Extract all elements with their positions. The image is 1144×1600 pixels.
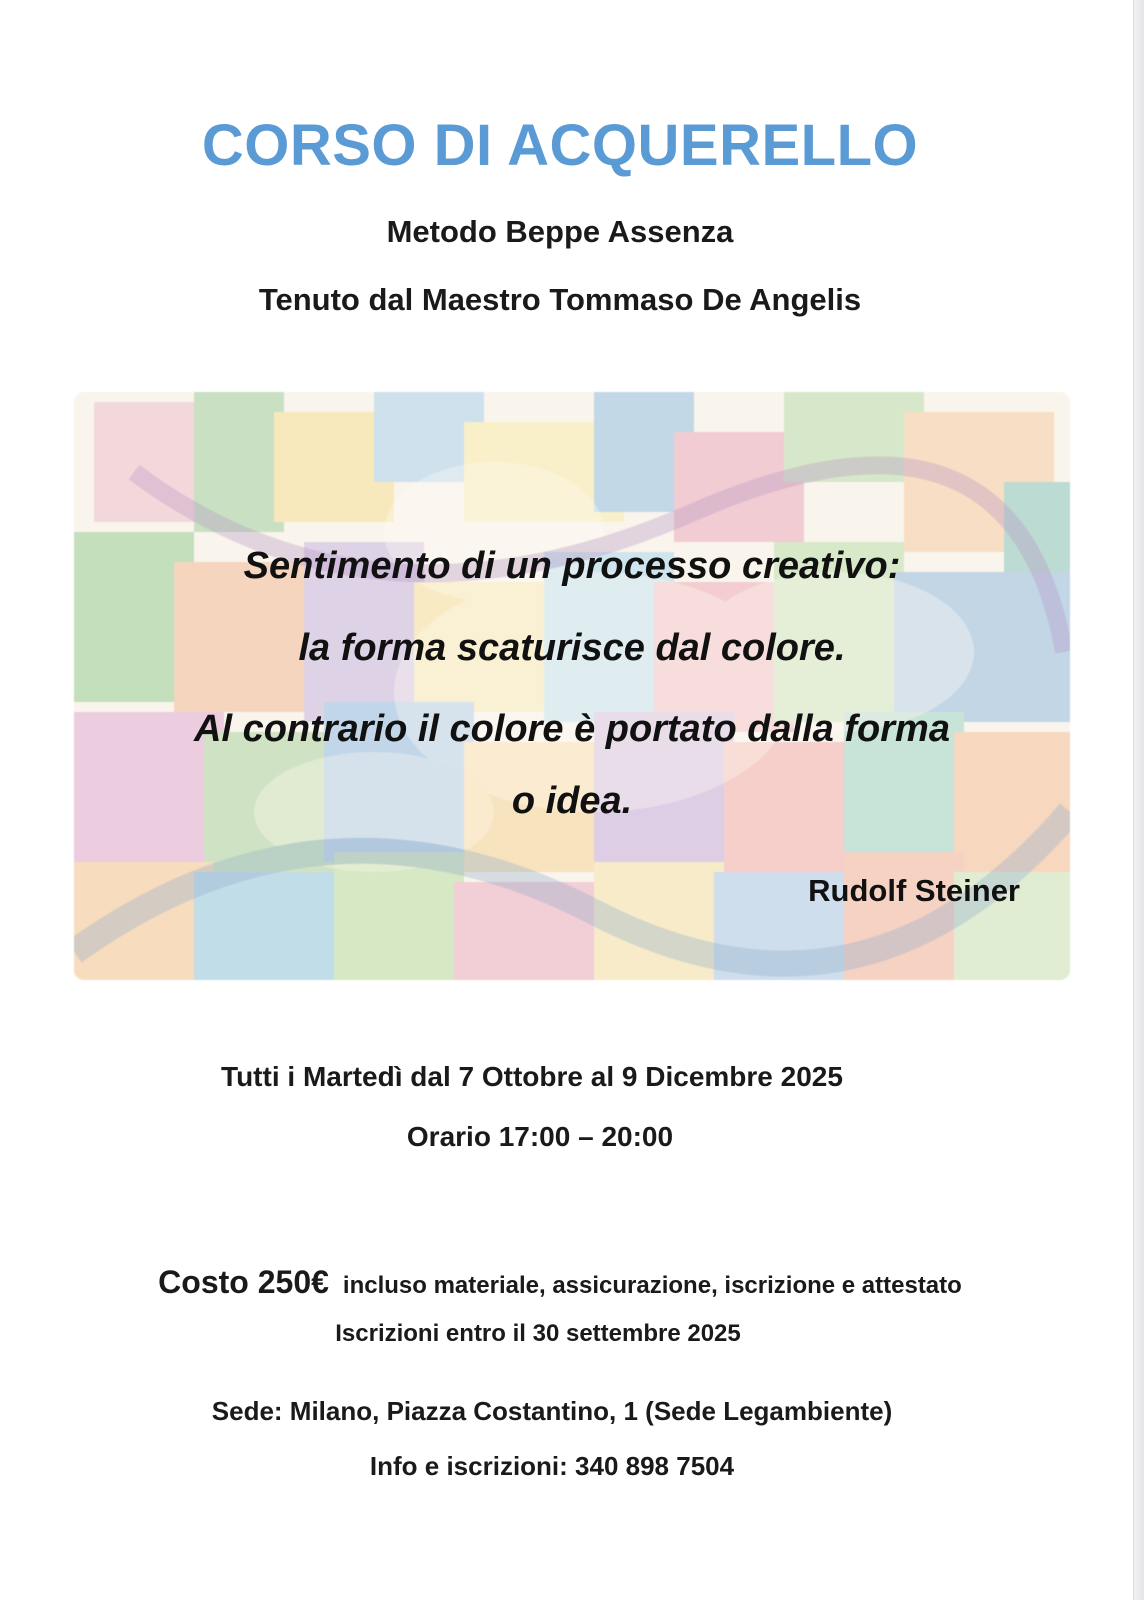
- cost-includes: incluso materiale, assicurazione, iscrizione e attestato: [342, 1272, 962, 1299]
- registration-deadline: Iscrizioni entro il 30 settembre 2025: [335, 1320, 741, 1347]
- quote-line-4: o idea.: [511, 780, 633, 822]
- flyer-title: CORSO DI ACQUERELLO: [201, 113, 919, 178]
- teacher-line: Tenuto dal Maestro Tommaso De Angelis: [258, 282, 862, 317]
- venue-line: Sede: Milano, Piazza Costantino, 1 (Sede Legambiente): [211, 1396, 893, 1426]
- page-edge: [1133, 0, 1144, 1600]
- quote-line-3: Al contrario il colore è portato dalla forma: [194, 708, 950, 750]
- cost-row: [0, 1264, 1120, 1301]
- method-line: Metodo Beppe Assenza: [386, 214, 734, 249]
- quote-author: Rudolf Steiner: [808, 873, 1020, 908]
- contact-line: Info e iscrizioni: 340 898 7504: [369, 1451, 735, 1481]
- schedule-days: Tutti i Martedì dal 7 Ottobre al 9 Dicembre 2025: [221, 1061, 843, 1092]
- quote-line-2: la forma scaturisce dal colore.: [298, 627, 846, 669]
- schedule-hours: Orario 17:00 – 20:00: [406, 1121, 674, 1152]
- quote-line-1: Sentimento di un processo creativo:: [243, 545, 901, 587]
- cost-price: Costo 250€: [158, 1264, 329, 1300]
